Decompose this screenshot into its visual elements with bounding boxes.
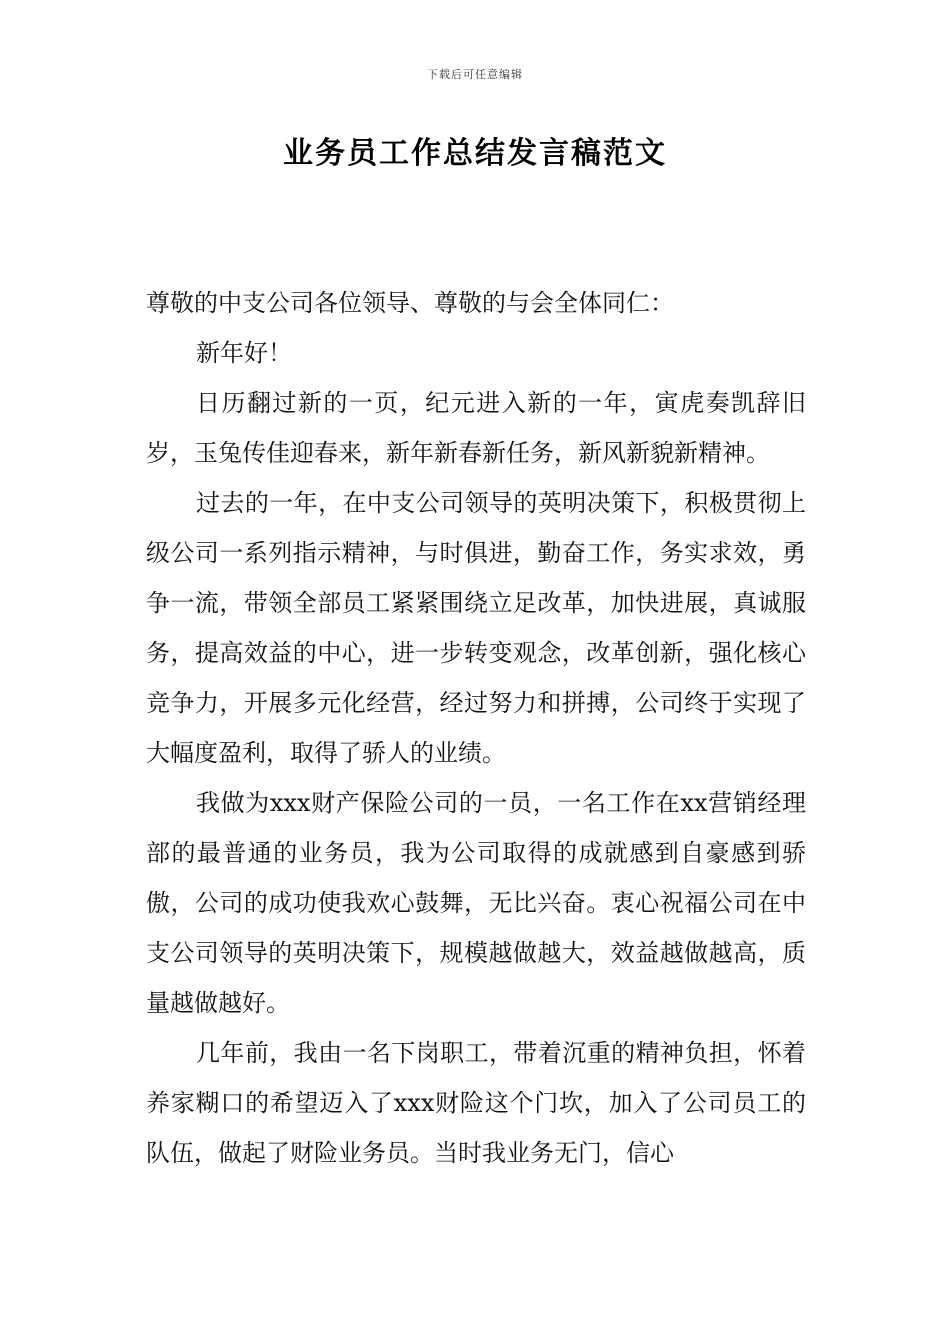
document-title: 业务员工作总结发言稿范文 <box>283 136 667 171</box>
header-note: 下载后可任意编辑 <box>427 68 523 81</box>
greeting: 新年好！ <box>196 339 292 367</box>
paragraph: 我做为xxx财产保险公司的一员，一名工作在xx营销经理部的最普通的业务员，我为公司取得的成就感到自豪感到骄傲，公司的成功使我欢心鼓舞，无比兴奋。衷心祝福公司在中支公司领导的英明决策下，规模越做越大，效益越做越高，质量越做越好。 <box>146 789 806 1017</box>
paragraph: 过去的一年，在中支公司领导的英明决策下，积极贯彻上级公司一系列指示精神，与时俱进，勤奋工作，务实求效，勇争一流，带领全部员工紧紧围绕立足改革，加快进展，真诚服务，提高效益的中心，进一步转变观念，改革创新，强化核心竞争力，开展多元化经营，经过努力和拼搏，公司终于实现了大幅度盈利，取得了骄人的业绩。 <box>146 489 806 767</box>
salutation: 尊敬的中支公司各位领导、尊敬的与会全体同仁： <box>146 289 674 317</box>
paragraph: 几年前，我由一名下岗职工，带着沉重的精神负担，怀着养家糊口的希望迈入了xxx财险这个门坎，加入了公司员工的队伍，做起了财险业务员。当时我业务无门，信心 <box>146 1039 806 1167</box>
paragraph: 日历翻过新的一页，纪元进入新的一年，寅虎奏凯辞旧岁，玉兔传佳迎春来，新年新春新任务，新风新貌新精神。 <box>146 389 806 467</box>
document-body <box>146 278 806 1178</box>
